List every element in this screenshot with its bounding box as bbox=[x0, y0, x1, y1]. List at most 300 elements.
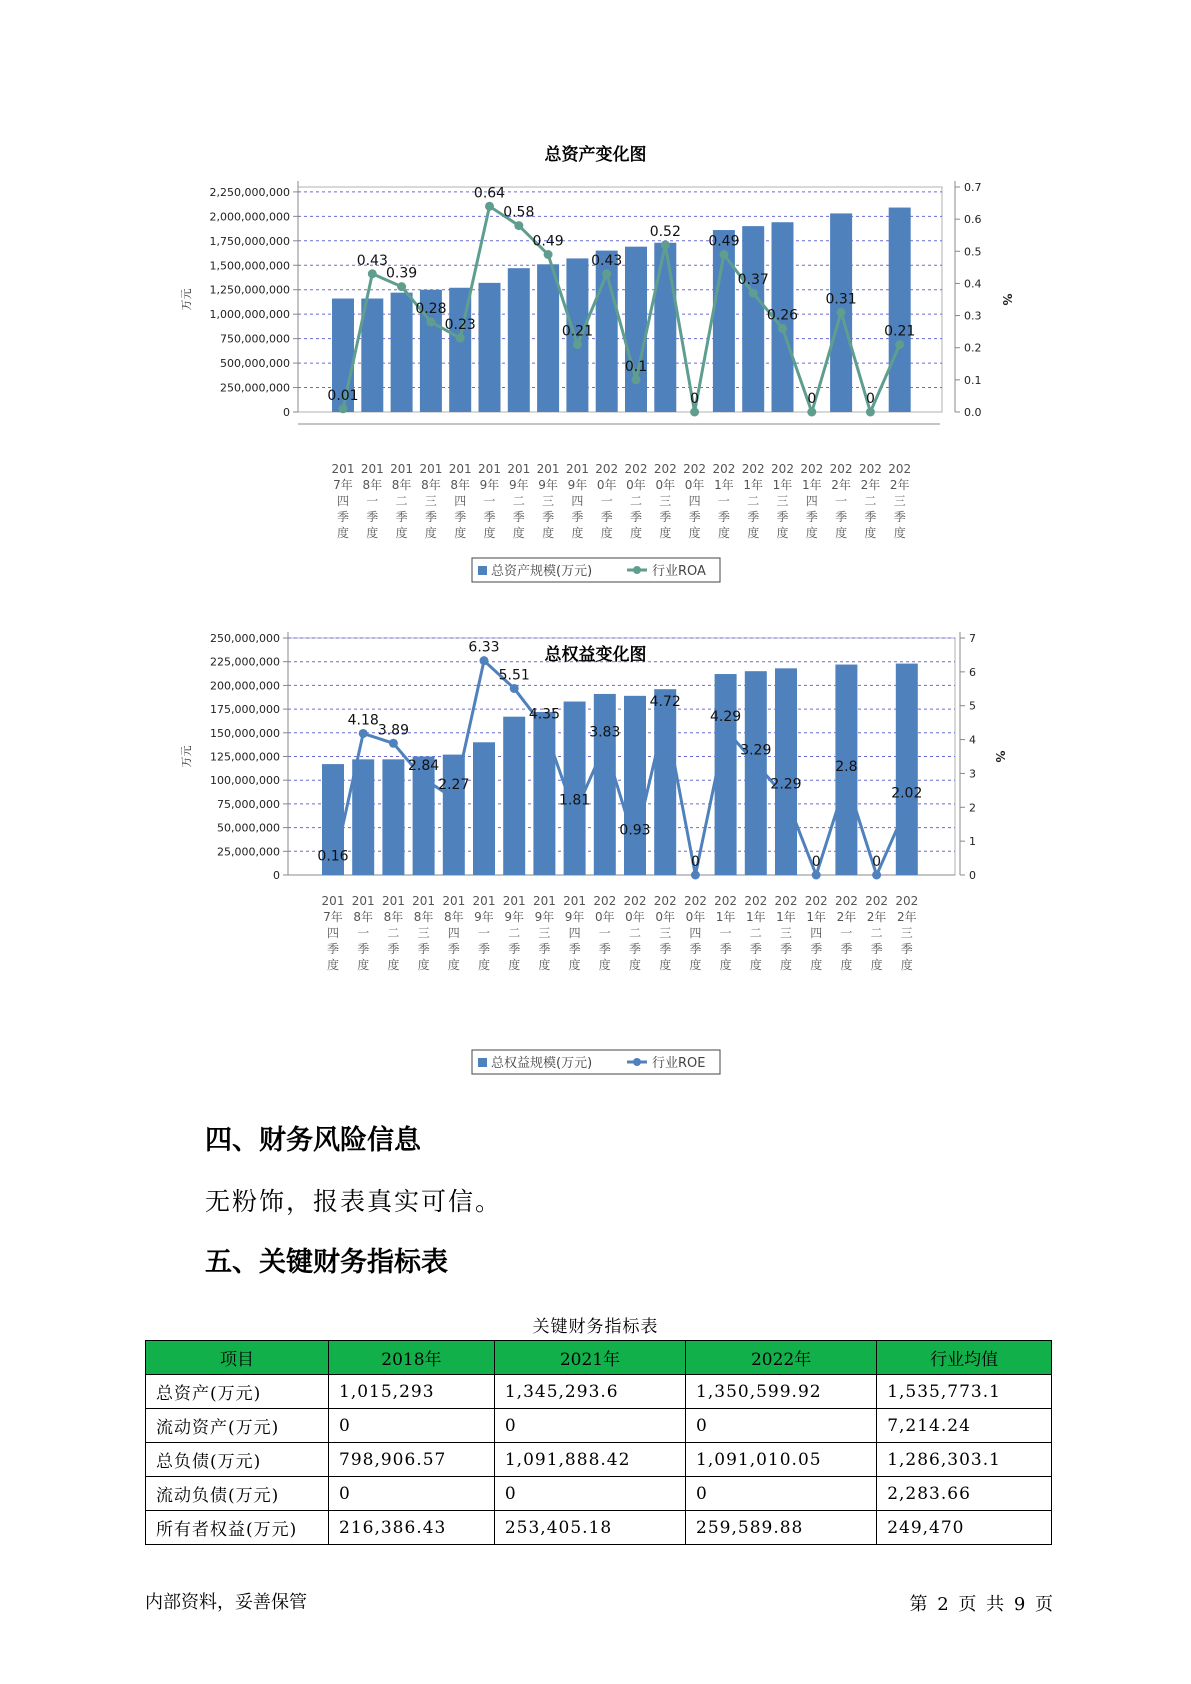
bar bbox=[508, 268, 530, 412]
line-point bbox=[872, 871, 881, 880]
x-tick-label: 一 bbox=[483, 494, 496, 508]
right-axis-tick-label: 7 bbox=[969, 632, 976, 645]
section-heading-financial-risk: 四、财务风险信息 bbox=[205, 1125, 421, 1156]
data-label: 0.49 bbox=[708, 233, 740, 250]
x-tick-label: 三 bbox=[417, 926, 430, 940]
table-cell: 流动负债(万元) bbox=[146, 1477, 329, 1511]
bar bbox=[479, 283, 501, 412]
x-tick-label: 202 bbox=[714, 894, 738, 908]
x-tick-label: 一 bbox=[719, 926, 732, 940]
data-label: 4.18 bbox=[347, 712, 379, 729]
line-point bbox=[691, 871, 700, 880]
x-tick-label: 度 bbox=[568, 958, 581, 972]
x-tick-label: 季 bbox=[779, 942, 793, 956]
right-axis-tick-label: 0.6 bbox=[964, 213, 982, 227]
right-axis-tick-label: 3 bbox=[969, 767, 976, 781]
x-tick-label: 季 bbox=[483, 510, 496, 524]
data-label: 0.28 bbox=[415, 301, 447, 317]
x-tick-label: 三 bbox=[659, 926, 672, 940]
legend-bar-label: 总资产规模(万元) bbox=[491, 564, 593, 579]
header-cell-2021: 2021年 bbox=[494, 1341, 685, 1375]
x-tick-label: 度 bbox=[512, 526, 525, 540]
x-tick-label: 2年 bbox=[831, 478, 851, 492]
x-tick-label: 度 bbox=[417, 958, 430, 972]
table-cell: 1,091,010.05 bbox=[686, 1443, 877, 1477]
data-label: 0.1 bbox=[624, 358, 648, 375]
bar bbox=[413, 757, 435, 876]
x-tick-label: 季 bbox=[366, 510, 379, 524]
data-label: 0.01 bbox=[327, 387, 359, 404]
x-tick-label: 9年 bbox=[479, 478, 500, 492]
table-cell: 1,350,599.92 bbox=[686, 1375, 877, 1409]
table-cell: 1,286,303.1 bbox=[877, 1443, 1052, 1477]
x-tick-label: 二 bbox=[512, 494, 525, 508]
x-tick-label: 度 bbox=[628, 958, 642, 972]
line-point bbox=[842, 776, 851, 785]
x-tick-label: 202 bbox=[593, 894, 617, 908]
x-tick-label: 度 bbox=[659, 958, 672, 972]
table-cell: 1,015,293 bbox=[329, 1375, 495, 1409]
line-point bbox=[837, 308, 846, 317]
x-tick-label: 季 bbox=[629, 510, 643, 524]
x-tick-label: 8年 bbox=[421, 478, 441, 492]
left-axis-tick-label: 50,000,000 bbox=[217, 821, 280, 835]
x-tick-label: 度 bbox=[864, 526, 877, 540]
x-tick-label: 四 bbox=[326, 926, 340, 940]
table-cell: 7,214.24 bbox=[877, 1409, 1052, 1443]
legend-bar-swatch bbox=[478, 566, 487, 575]
financial-risk-text: 无粉饰，报表真实可信。 bbox=[205, 1187, 503, 1216]
x-tick-label: 201 bbox=[351, 894, 375, 908]
left-axis-tick-label: 250,000,000 bbox=[220, 381, 290, 395]
x-tick-label: 四 bbox=[805, 494, 818, 508]
x-tick-label: 一 bbox=[357, 926, 370, 940]
x-tick-label: 9年 bbox=[474, 910, 494, 924]
x-tick-label: 二 bbox=[395, 494, 408, 508]
section-heading-key-indicators: 五、关键财务指标表 bbox=[205, 1247, 448, 1278]
x-tick-label: 季 bbox=[628, 942, 642, 956]
x-tick-label: 二 bbox=[749, 926, 762, 940]
header-cell-2018: 2018年 bbox=[329, 1341, 495, 1375]
data-label: 0.39 bbox=[386, 265, 418, 282]
x-tick-label: 201 bbox=[563, 894, 587, 908]
data-label: 2.8 bbox=[835, 759, 858, 776]
x-tick-label: 度 bbox=[810, 958, 823, 972]
x-tick-label: 度 bbox=[326, 958, 340, 972]
bar bbox=[443, 755, 465, 875]
x-tick-label: 二 bbox=[864, 494, 877, 508]
line-point bbox=[329, 865, 338, 874]
key-financial-indicators-table bbox=[145, 1340, 1052, 1545]
x-tick-label: 9年 bbox=[564, 910, 585, 924]
table-cell: 所有者权益(万元) bbox=[146, 1511, 329, 1545]
line-point bbox=[456, 334, 465, 343]
chart-title: 总权益变化图 bbox=[544, 645, 647, 665]
x-tick-label: 度 bbox=[776, 526, 789, 540]
data-label: 2.02 bbox=[891, 785, 923, 802]
line-point bbox=[631, 839, 640, 848]
x-tick-label: 季 bbox=[598, 942, 611, 956]
legend-line-label: 行业ROA bbox=[652, 564, 706, 579]
x-tick-label: 季 bbox=[747, 510, 760, 524]
x-tick-label: 度 bbox=[538, 958, 551, 972]
x-tick-label: 1年 bbox=[745, 910, 766, 924]
x-tick-label: 季 bbox=[749, 942, 762, 956]
data-label: 2.27 bbox=[438, 777, 470, 794]
data-label: 4.35 bbox=[528, 706, 560, 723]
x-tick-label: 季 bbox=[600, 510, 613, 524]
x-tick-label: 二 bbox=[387, 926, 400, 940]
x-tick-label: 三 bbox=[659, 494, 672, 508]
x-tick-label: 季 bbox=[508, 942, 521, 956]
line-point bbox=[895, 340, 904, 349]
bar bbox=[382, 759, 404, 875]
data-label: 5.51 bbox=[498, 667, 530, 684]
x-tick-label: 一 bbox=[366, 494, 379, 508]
x-tick-label: 201 bbox=[412, 894, 436, 908]
data-label: 0.43 bbox=[356, 252, 388, 269]
x-tick-label: 度 bbox=[719, 958, 732, 972]
line-point bbox=[719, 250, 728, 259]
x-tick-label: 2年 bbox=[866, 910, 887, 924]
x-tick-label: 季 bbox=[512, 510, 525, 524]
x-tick-label: 季 bbox=[893, 510, 906, 524]
x-tick-label: 度 bbox=[717, 526, 730, 540]
x-tick-label: 一 bbox=[717, 494, 730, 508]
left-axis-tick-label: 175,000,000 bbox=[210, 703, 280, 717]
bar bbox=[654, 243, 676, 412]
line-point bbox=[632, 375, 641, 384]
x-tick-label: 季 bbox=[395, 510, 408, 524]
x-tick-label: 季 bbox=[870, 942, 883, 956]
x-tick-label: 度 bbox=[659, 526, 672, 540]
legend-bar-swatch bbox=[478, 1058, 487, 1067]
x-tick-label: 一 bbox=[600, 494, 613, 508]
line-point bbox=[544, 250, 553, 259]
left-axis-title: 万元 bbox=[180, 745, 193, 768]
x-tick-label: 度 bbox=[483, 526, 496, 540]
line-point bbox=[573, 340, 582, 349]
x-tick-label: 度 bbox=[600, 526, 613, 540]
x-tick-label: 0年 bbox=[594, 910, 615, 924]
bar bbox=[775, 668, 797, 875]
x-tick-label: 季 bbox=[326, 942, 340, 956]
legend-line-marker bbox=[633, 1058, 641, 1066]
x-tick-label: 季 bbox=[659, 510, 672, 524]
data-label: 0.21 bbox=[561, 323, 593, 340]
x-tick-label: 季 bbox=[538, 942, 551, 956]
x-tick-label: 202 bbox=[712, 462, 736, 476]
data-label: 0 bbox=[865, 391, 875, 407]
x-tick-label: 8年 bbox=[450, 478, 471, 492]
x-tick-label: 9年 bbox=[508, 478, 529, 492]
x-tick-label: 四 bbox=[568, 926, 581, 940]
x-tick-label: 0年 bbox=[625, 910, 645, 924]
x-tick-label: 202 bbox=[800, 462, 824, 476]
x-tick-label: 8年 bbox=[391, 478, 412, 492]
x-tick-label: 1年 bbox=[772, 478, 793, 492]
line-point bbox=[397, 282, 406, 291]
x-tick-label: 8年 bbox=[362, 478, 383, 492]
x-tick-label: 9年 bbox=[538, 478, 558, 492]
table-row bbox=[146, 1511, 1052, 1545]
data-label: 3.89 bbox=[377, 722, 409, 739]
x-tick-label: 202 bbox=[683, 894, 707, 908]
x-tick-label: 201 bbox=[507, 462, 531, 476]
x-tick-label: 202 bbox=[888, 462, 912, 476]
left-axis-tick-label: 250,000,000 bbox=[210, 632, 280, 645]
data-label: 2.84 bbox=[408, 757, 440, 774]
bar bbox=[715, 674, 737, 875]
line-point bbox=[514, 221, 523, 230]
x-tick-label: 2年 bbox=[836, 910, 857, 924]
line-point bbox=[368, 269, 377, 278]
data-label: 0.58 bbox=[503, 204, 535, 221]
data-label: 0.37 bbox=[737, 272, 769, 289]
x-tick-label: 度 bbox=[893, 526, 906, 540]
table-cell: 0 bbox=[329, 1409, 495, 1443]
x-tick-label: 季 bbox=[387, 942, 400, 956]
left-axis-title: 万元 bbox=[180, 288, 193, 311]
table-cell: 1,345,293.6 bbox=[494, 1375, 685, 1409]
x-tick-label: 201 bbox=[565, 462, 589, 476]
line-point bbox=[749, 289, 758, 298]
x-tick-label: 三 bbox=[779, 926, 793, 940]
x-tick-label: 三 bbox=[542, 494, 555, 508]
x-tick-label: 度 bbox=[840, 958, 853, 972]
x-tick-label: 9年 bbox=[534, 910, 555, 924]
x-tick-label: 202 bbox=[624, 462, 648, 476]
x-tick-label: 201 bbox=[532, 894, 556, 908]
x-tick-label: 季 bbox=[864, 510, 877, 524]
bar bbox=[391, 293, 413, 412]
legend bbox=[472, 558, 720, 582]
header-cell-industry-avg: 行业均值 bbox=[877, 1341, 1052, 1375]
x-tick-label: 度 bbox=[387, 958, 400, 972]
x-tick-label: 季 bbox=[900, 942, 913, 956]
table-cell: 0 bbox=[329, 1477, 495, 1511]
x-tick-label: 季 bbox=[454, 510, 467, 524]
footer-confidential-note: 内部资料，妥善保管 bbox=[145, 1592, 307, 1613]
data-label: 0.31 bbox=[825, 291, 857, 308]
table-header-row bbox=[146, 1341, 1052, 1375]
data-label: 3.29 bbox=[740, 742, 772, 759]
line-point bbox=[339, 404, 348, 413]
legend-line-marker bbox=[633, 566, 641, 574]
left-axis-tick-label: 1,750,000,000 bbox=[209, 234, 290, 248]
x-tick-label: 四 bbox=[454, 494, 467, 508]
x-tick-label: 季 bbox=[336, 510, 350, 524]
bar bbox=[742, 226, 764, 412]
right-axis-tick-label: 0.3 bbox=[964, 309, 982, 323]
x-tick-label: 四 bbox=[447, 926, 460, 940]
data-label: 2.29 bbox=[770, 776, 802, 793]
data-label: 3.83 bbox=[589, 724, 621, 741]
total-assets-chart-svg bbox=[0, 130, 1191, 590]
x-tick-label: 0年 bbox=[626, 478, 646, 492]
x-tick-label: 度 bbox=[747, 526, 760, 540]
x-tick-label: 季 bbox=[717, 510, 730, 524]
right-axis-tick-label: 6 bbox=[969, 665, 976, 679]
x-tick-label: 1年 bbox=[806, 910, 827, 924]
table-cell: 流动资产(万元) bbox=[146, 1409, 329, 1443]
footer-page-number: 第 2 页 共 9 页 bbox=[909, 1594, 1053, 1615]
x-tick-label: 202 bbox=[623, 894, 647, 908]
x-tick-label: 8年 bbox=[383, 910, 404, 924]
x-tick-label: 度 bbox=[395, 526, 408, 540]
right-axis-tick-label: 0 bbox=[969, 869, 976, 882]
x-tick-label: 201 bbox=[536, 462, 560, 476]
data-label: 0.16 bbox=[317, 848, 349, 865]
line-point bbox=[661, 711, 670, 720]
x-tick-label: 0年 bbox=[655, 910, 676, 924]
line-point bbox=[661, 240, 670, 249]
table-cell: 253,405.18 bbox=[494, 1511, 685, 1545]
x-tick-label: 度 bbox=[749, 958, 762, 972]
left-axis-tick-label: 150,000,000 bbox=[210, 726, 280, 740]
x-tick-label: 三 bbox=[893, 494, 906, 508]
legend bbox=[472, 1050, 720, 1074]
table-cell: 1,535,773.1 bbox=[877, 1375, 1052, 1409]
x-tick-label: 季 bbox=[542, 510, 555, 524]
bar bbox=[896, 664, 918, 875]
left-axis-tick-label: 75,000,000 bbox=[217, 797, 280, 811]
x-tick-label: 一 bbox=[840, 926, 853, 940]
x-tick-label: 8年 bbox=[413, 910, 434, 924]
bar bbox=[473, 742, 495, 875]
right-axis-tick-label: 0.1 bbox=[964, 373, 982, 387]
line-point bbox=[510, 684, 519, 693]
line-point bbox=[902, 802, 911, 811]
table-cell: 总资产(万元) bbox=[146, 1375, 329, 1409]
right-axis-tick-label: 4 bbox=[969, 733, 976, 747]
x-tick-label: 季 bbox=[805, 510, 818, 524]
x-tick-label: 季 bbox=[417, 942, 430, 956]
x-tick-label: 度 bbox=[447, 958, 460, 972]
x-tick-label: 0年 bbox=[684, 478, 705, 492]
line-point bbox=[426, 318, 435, 327]
x-tick-label: 9年 bbox=[504, 910, 525, 924]
x-tick-label: 202 bbox=[774, 894, 798, 908]
x-tick-label: 1年 bbox=[715, 910, 736, 924]
left-axis-tick-label: 750,000,000 bbox=[220, 332, 290, 346]
x-tick-label: 1年 bbox=[776, 910, 796, 924]
x-tick-label: 季 bbox=[840, 942, 853, 956]
x-tick-label: 季 bbox=[835, 510, 848, 524]
data-label: 0.49 bbox=[532, 233, 564, 250]
right-axis-title: % bbox=[1000, 293, 1014, 306]
left-axis-tick-label: 225,000,000 bbox=[210, 655, 280, 669]
table-cell: 0 bbox=[686, 1477, 877, 1511]
x-tick-label: 度 bbox=[835, 526, 848, 540]
left-axis-tick-label: 2,250,000,000 bbox=[209, 185, 290, 199]
x-tick-label: 二 bbox=[628, 926, 642, 940]
x-tick-label: 季 bbox=[477, 942, 491, 956]
table-row bbox=[146, 1477, 1052, 1511]
x-tick-label: 季 bbox=[571, 510, 584, 524]
x-tick-label: 202 bbox=[804, 894, 828, 908]
x-tick-label: 0年 bbox=[685, 910, 706, 924]
x-tick-label: 三 bbox=[900, 926, 913, 940]
x-tick-label: 201 bbox=[419, 462, 443, 476]
x-tick-label: 202 bbox=[771, 462, 794, 476]
x-tick-label: 一 bbox=[835, 494, 848, 508]
x-tick-label: 度 bbox=[542, 526, 555, 540]
x-tick-label: 201 bbox=[442, 894, 466, 908]
line-point bbox=[485, 202, 494, 211]
bar bbox=[503, 717, 525, 875]
legend-bar-label: 总权益规模(万元) bbox=[491, 1056, 593, 1071]
data-label: 0.52 bbox=[649, 223, 681, 240]
line-point bbox=[778, 324, 787, 333]
x-tick-label: 度 bbox=[357, 958, 370, 972]
x-tick-label: 9年 bbox=[567, 478, 588, 492]
right-axis-tick-label: 5 bbox=[969, 699, 976, 713]
x-tick-label: 0年 bbox=[596, 478, 617, 492]
x-tick-label: 2年 bbox=[896, 910, 917, 924]
table-cell: 798,906.57 bbox=[329, 1443, 495, 1477]
table-cell: 0 bbox=[686, 1409, 877, 1443]
x-tick-label: 二 bbox=[870, 926, 883, 940]
x-tick-label: 季 bbox=[659, 942, 672, 956]
data-label: 4.29 bbox=[710, 708, 742, 725]
bar bbox=[625, 247, 647, 412]
x-tick-label: 季 bbox=[689, 942, 702, 956]
table-caption: 关键财务指标表 bbox=[532, 1317, 659, 1337]
x-tick-label: 度 bbox=[688, 526, 701, 540]
x-tick-label: 201 bbox=[321, 894, 345, 908]
table-cell: 0 bbox=[494, 1409, 685, 1443]
data-label: 6.33 bbox=[468, 639, 500, 656]
bar bbox=[889, 208, 911, 412]
data-label: 0.64 bbox=[473, 185, 506, 202]
x-tick-label: 度 bbox=[477, 958, 491, 972]
table-cell: 总负债(万元) bbox=[146, 1443, 329, 1477]
bar bbox=[537, 264, 559, 412]
line-point bbox=[449, 794, 458, 803]
line-point bbox=[540, 723, 549, 732]
left-axis-tick-label: 500,000,000 bbox=[220, 357, 290, 371]
x-tick-label: 季 bbox=[447, 942, 460, 956]
left-axis-tick-label: 0 bbox=[273, 869, 280, 882]
line-point bbox=[602, 269, 611, 278]
data-label: 0.21 bbox=[884, 323, 916, 340]
header-cell-2022: 2022年 bbox=[686, 1341, 877, 1375]
left-axis-tick-label: 1,000,000,000 bbox=[209, 308, 290, 322]
table-cell: 1,091,888.42 bbox=[494, 1443, 685, 1477]
x-tick-label: 二 bbox=[747, 494, 760, 508]
x-tick-label: 二 bbox=[629, 494, 643, 508]
left-axis-tick-label: 100,000,000 bbox=[210, 774, 280, 788]
left-axis-tick-label: 2,000,000,000 bbox=[209, 210, 290, 224]
x-tick-label: 度 bbox=[508, 958, 521, 972]
x-tick-label: 2年 bbox=[860, 478, 881, 492]
x-tick-label: 度 bbox=[336, 526, 350, 540]
table-cell: 216,386.43 bbox=[329, 1511, 495, 1545]
bar bbox=[594, 694, 616, 875]
x-tick-label: 度 bbox=[598, 958, 611, 972]
left-axis-tick-label: 1,500,000,000 bbox=[209, 259, 290, 273]
table-row bbox=[146, 1409, 1052, 1443]
x-tick-label: 度 bbox=[779, 958, 793, 972]
x-tick-label: 度 bbox=[689, 958, 702, 972]
x-tick-label: 202 bbox=[834, 894, 858, 908]
right-axis-tick-label: 1 bbox=[969, 835, 976, 849]
x-tick-label: 201 bbox=[472, 894, 496, 908]
x-tick-label: 201 bbox=[360, 462, 384, 476]
line-point bbox=[690, 408, 699, 417]
line-point bbox=[359, 729, 368, 738]
